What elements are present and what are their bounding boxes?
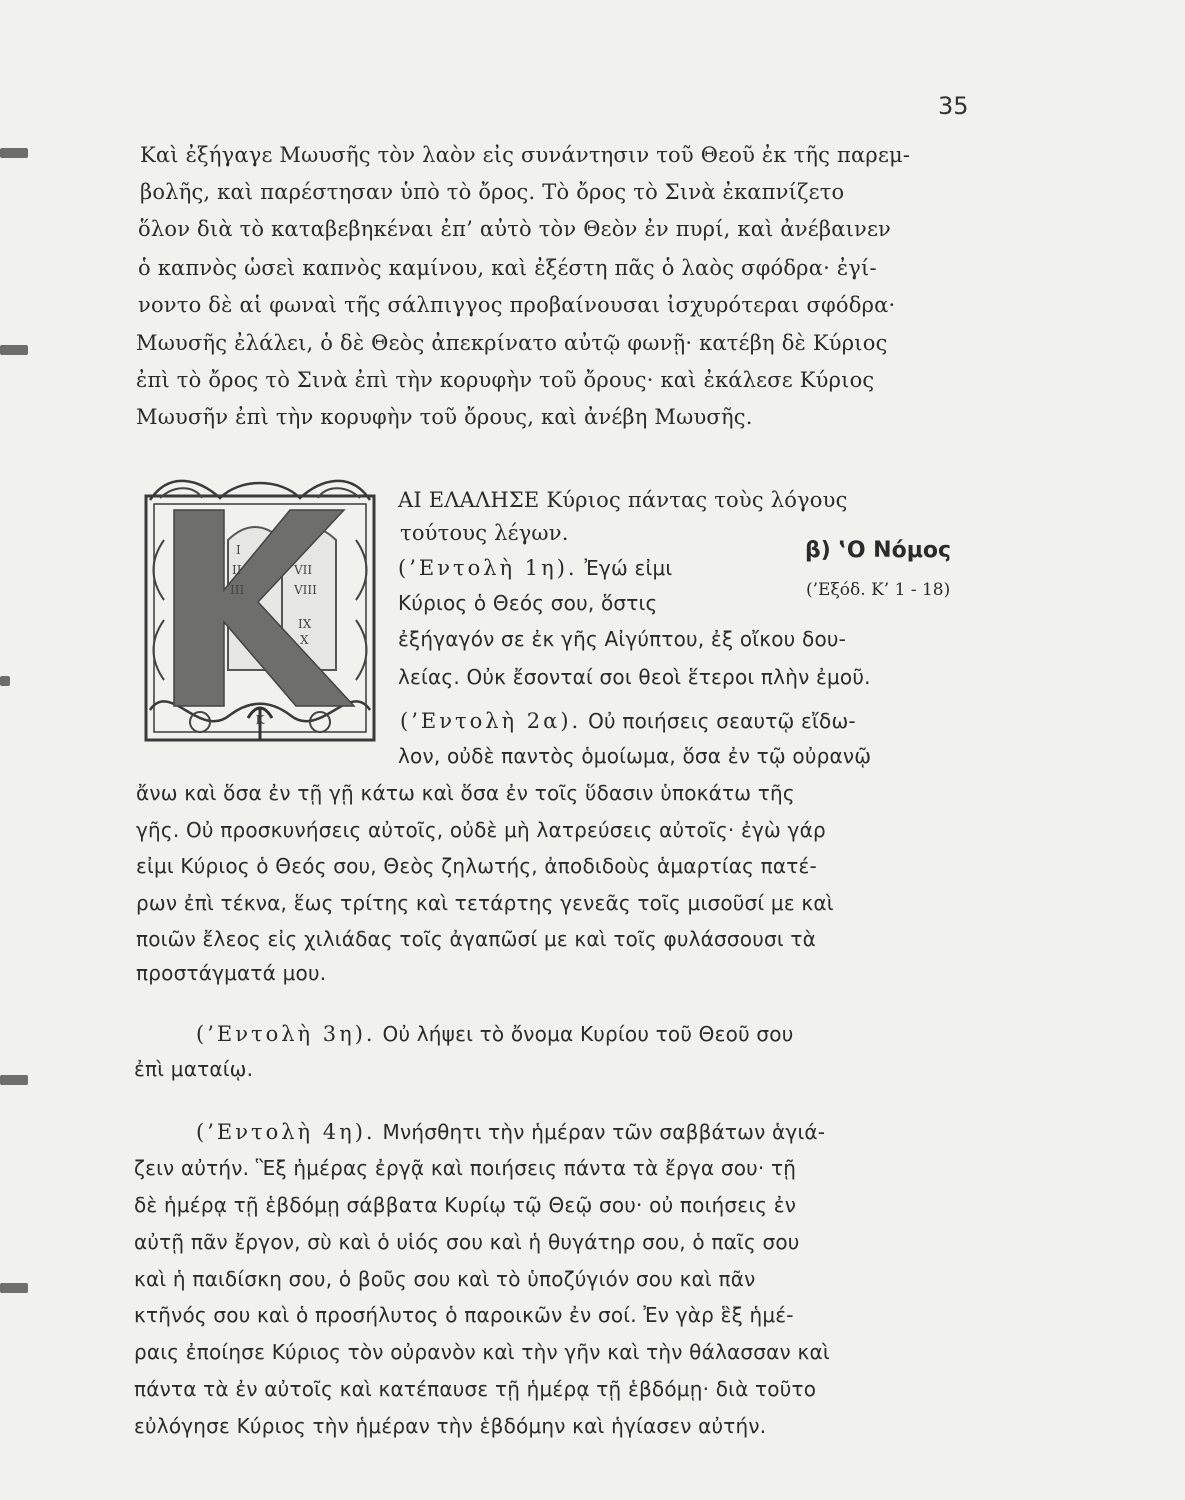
text-line: βολῆς, καὶ παρέστησαν ὑπὸ τὸ ὄρος. Τὸ ὄρος τὸ Σινὰ ἐκαπνίζετο — [140, 180, 845, 204]
section-heading: β) ‛Ο Νόμος — [805, 538, 952, 563]
text-line: ραις ἐποίησε Κύριος τὸν οὐρανὸν καὶ τὴν γῆν καὶ τὴν θάλασσαν καὶ — [134, 1340, 830, 1364]
text-line: ζειν αὐτήν. Ἓξ ἡμέρας ἐργᾷ καὶ ποιήσεις πάντα τὰ ἔργα σου· τῇ — [134, 1156, 797, 1180]
text-line: ἄνω καὶ ὅσα ἐν τῇ γῇ κάτω καὶ ὅσα ἐν τοῖς ὕδασιν ὑποκάτω τῆς — [136, 781, 795, 805]
decorated-initial — [140, 470, 380, 750]
ornament-frame — [140, 470, 380, 750]
tablet-numeral: IX — [298, 617, 312, 631]
tablet-numeral: III — [230, 583, 245, 597]
commandment-1-text: Ἐγώ εἰμι — [584, 556, 673, 580]
text-line: ἐξήγαγόν σε ἐκ γῆς Αἰγύπτου, ἐξ οἴκου δου- — [398, 627, 847, 651]
margin-mark — [0, 1075, 28, 1085]
text-line: εὐλόγησε Κύριος τὴν ἡμέραν τὴν ἑβδόμην καὶ ἡγίασεν αὐτήν. — [134, 1414, 767, 1438]
initial-letter: Κ — [255, 713, 265, 727]
text-line: Μωυσῆν ἐπὶ τὴν κορυφὴν τοῦ ὄρους, καὶ ἀνέβη Μωυσῆς. — [136, 405, 753, 429]
text-line: λον, οὐδὲ παντὸς ὁμοίωμα, ὅσα ἐν τῷ οὐρανῷ — [398, 744, 872, 768]
margin-mark — [0, 345, 28, 355]
commandment-2-label: (’Εντολὴ 2α). — [400, 709, 582, 733]
commandment-3-text: Οὐ λήψει τὸ ὄνομα Κυρίου τοῦ Θεοῦ σου — [382, 1022, 794, 1046]
text-line: αὐτῇ πᾶν ἔργον, σὺ καὶ ὁ υἱός σου καὶ ἡ θυγάτηρ σου, ὁ παῖς σου — [134, 1230, 800, 1254]
text-line: εἰμι Κύριος ὁ Θεός σου, Θεὸς ζηλωτής, ἀποδιδοὺς ἁμαρτίας πατέ- — [136, 854, 817, 878]
commandment-2-text: Οὐ ποιήσεις σεαυτῷ εἴδω- — [588, 709, 856, 733]
commandment-4-text: Μνήσθητι τὴν ἡμέραν τῶν σαββάτων ἁγιά- — [382, 1120, 826, 1144]
text-line: Κύριος ὁ Θεός σου, ὅστις — [398, 591, 658, 615]
commandment-4-label: (’Εντολὴ 4η). — [196, 1120, 376, 1144]
text-line: πάντα τὰ ἐν αὐτοῖς καὶ κατέπαυσε τῇ ἡμέρᾳ τῇ ἑβδόμῃ· διὰ τοῦτο — [134, 1377, 817, 1401]
tablet-numeral: VII — [294, 563, 313, 577]
text-line: ποιῶν ἔλεος εἰς χιλιάδας τοῖς ἀγαπῶσί με καὶ τοῖς φυλάσσουσι τὰ — [136, 927, 817, 951]
text-line: λείας. Οὐκ ἔσονταί σοι θεοὶ ἕτεροι πλὴν ἐμοῦ. — [398, 665, 871, 689]
commandment-label — [400, 703, 856, 739]
page-number: 35 — [938, 92, 969, 120]
commandment-label — [196, 1114, 825, 1150]
scripture-reference: (’Εξόδ. Κ’ 1 - 18) — [806, 580, 951, 600]
tablet-numeral: II — [232, 563, 242, 577]
text-line: ἐπὶ τὸ ὄρος τὸ Σινὰ ἐπὶ τὴν κορυφὴν τοῦ ὄρους· καὶ ἐκάλεσε Κύριος — [136, 368, 875, 392]
intro-line: τούτους λέγων. — [400, 521, 569, 545]
text-line: Καὶ ἐξήγαγε Μωυσῆς τὸν λαὸν εἰς συνάντησιν τοῦ Θεοῦ ἐκ τῆς παρεμ- — [140, 143, 911, 167]
text-line: γῆς. Οὐ προσκυνήσεις αὐτοῖς, οὐδὲ μὴ λατρεύσεις αὐτοῖς· ἐγὼ γάρ — [136, 818, 826, 842]
text-line: ἐπὶ ματαίῳ. — [134, 1057, 254, 1081]
margin-mark — [0, 1283, 28, 1293]
commandment-3-label: (’Εντολὴ 3η). — [196, 1022, 376, 1046]
text-line: ὁ καπνὸς ὡσεὶ καπνὸς καμίνου, καὶ ἐξέστη πᾶς ὁ λαὸς σφόδρα· ἐγί- — [138, 256, 877, 280]
tablet-numeral: X — [300, 633, 309, 647]
commandment-label — [196, 1016, 793, 1052]
margin-mark — [0, 148, 28, 158]
text-line: δὲ ἡμέρᾳ τῇ ἑβδόμῃ σάββατα Κυρίῳ τῷ Θεῷ σου· οὐ ποιήσεις ἐν — [134, 1193, 797, 1217]
tablet-numeral: I — [236, 543, 241, 557]
margin-mark — [0, 676, 10, 686]
text-line: καὶ ἡ παιδίσκη σου, ὁ βοῦς σου καὶ τὸ ὑποζύγιόν σου καὶ πᾶν — [134, 1267, 756, 1291]
intro-line: ΑΙ ΕΛΑΛΗΣΕ Κύριος πάντας τοὺς λόγους — [398, 488, 848, 512]
tablet-numeral: VIII — [294, 583, 317, 597]
text-line: κτῆνός σου καὶ ὁ προσήλυτος ὁ παροικῶν ἐν σοί. Ἐν γὰρ ἓξ ἡμέ- — [134, 1303, 794, 1327]
text-line: ὅλον διὰ τὸ καταβεβηκέναι ἐπ’ αὐτὸ τὸν Θεὸν ἐν πυρί, καὶ ἀνέβαινεν — [138, 217, 892, 241]
commandment-label — [398, 550, 672, 586]
commandment-1-label: (’Εντολὴ 1η). — [398, 556, 578, 580]
text-line: ρων ἐπὶ τέκνα, ἕως τρίτης καὶ τετάρτης γενεᾶς τοῖς μισοῦσί με καὶ — [136, 891, 834, 915]
text-line: προστάγματά μου. — [136, 961, 327, 985]
text-line: νοντο δὲ αἱ φωναὶ τῆς σάλπιγγος προβαίνουσαι ἰσχυρότεραι σφόδρα· — [138, 293, 896, 317]
text-line: Μωυσῆς ἐλάλει, ὁ δὲ Θεὸς ἀπεκρίνατο αὐτῷ φωνῇ· κατέβη δὲ Κύριος — [136, 331, 888, 355]
